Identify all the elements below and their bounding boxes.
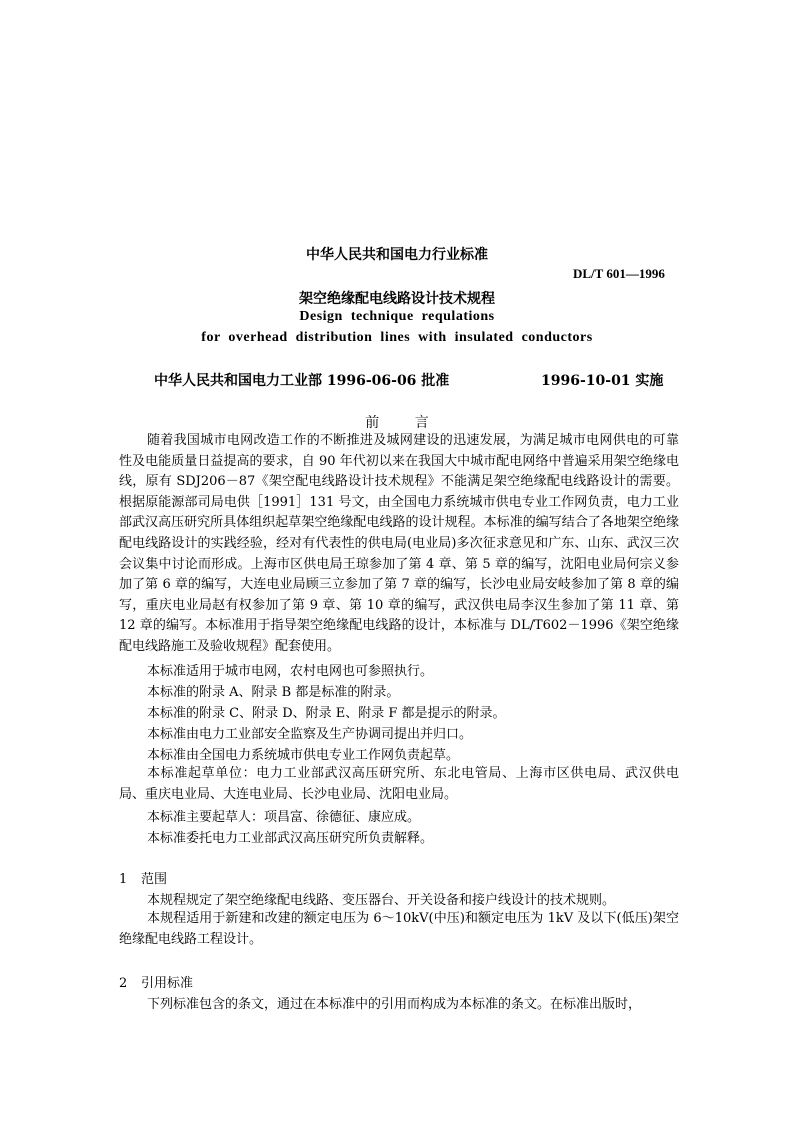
section-title: 引用标准	[141, 976, 194, 991]
section-paragraph: 本规程适用于新建和改建的额定电压为 6～10kV(中压)和额定电压为 1kV 及以下(低压)架空绝缘配电线路工程设计。	[119, 911, 679, 947]
foreword-paragraph: 本标准由全国电力系统城市供电专业工作网负责起草。	[147, 748, 460, 763]
section-paragraph: 下列标准包含的条文，通过在本标准中的引用而构成为本标准的条文。在标准出版时，	[147, 997, 642, 1012]
section-title: 范围	[141, 872, 168, 887]
foreword-paragraph: 本标准委托电力工业部武汉高压研究所负责解释。	[147, 831, 434, 846]
section-paragraph: 本规程规定了架空绝缘配电线路、变压器台、开关设备和接户线设计的技术规则。	[147, 893, 616, 908]
section-number: 1	[119, 872, 128, 887]
section-number: 2	[119, 976, 128, 991]
section-heading	[119, 868, 167, 887]
foreword-main-paragraph: 随着我国城市电网改造工作的不断推进及城网建设的迅速发展，为满足城市电网供电的可靠性及电能质量日益提高的要求，自 90 年代初以来在我国大中城市配电网络中普遍采用架空绝缘电线，原有 SDJ206－87《架空配电线路设计技术规程》不能满足架空绝缘配电线路设计的需要。根据原能源部司局电供［1991］131 号文，由全国电力系统城市供电专业工作网负责，电力工业部武汉高压研究所具体组织起草架空绝缘配电线路的设计规程。本标准的编写结合了各地架空绝缘配电线路设计的实践经验，经对有代表性的供电局(电业局)多次征求意见和广东、山东、武汉三次会议集中讨论而形成。上海市区供电局王琼参加了第 4 章、第 5 章的编写，沈阳电业局何宗义参加了第 6 章的编写，大连电业局顾三立参加了第 7 章的编写，长沙电业局安岐参加了第 8 章的编写，重庆电业局赵有权参加了第 9 章、第 10 章的编写，武汉供电局李汉生参加了第 11 章、第 12 章的编写。本标准用于指导架空绝缘配电线路的设计，本标准与 DL/T602－1996《架空绝缘配电线路施工及验收规程》配套使用。	[119, 433, 679, 654]
standard-code: DL/T 601—1996	[573, 266, 665, 281]
document-title-en-line2: for overhead distribution lines with insulated conductors	[201, 330, 593, 345]
foreword-paragraph: 本标准的附录 C、附录 D、附录 E、附录 F 都是提示的附录。	[147, 706, 506, 721]
foreword-paragraph: 本标准由电力工业部安全监察及生产协调司提出并归口。	[147, 727, 473, 742]
approval-line: 中华人民共和国电力工业部 1996-06-06 批准	[154, 373, 450, 389]
foreword-paragraph: 本标准主要起草人：项昌富、徐德征、康应成。	[147, 810, 421, 825]
document-title-cn: 架空绝缘配电线路设计技术规程	[299, 291, 495, 307]
document-title-en-line1: Design technique requlations	[299, 309, 495, 324]
standard-category: 中华人民共和国电力行业标准	[306, 247, 488, 263]
foreword-paragraph-drafting-units: 本标准起草单位：电力工业部武汉高压研究所、东北电管局、上海市区供电局、武汉供电局、重庆电业局、大连电业局、长沙电业局、沈阳电业局。	[119, 766, 679, 802]
foreword-paragraph: 本标准的附录 A、附录 B 都是标准的附录。	[147, 685, 400, 700]
foreword-paragraph: 本标准适用于城市电网，农村电网也可参照执行。	[147, 664, 434, 679]
section-heading	[119, 972, 193, 991]
effective-date: 1996-10-01 实施	[541, 373, 664, 389]
foreword-heading: 前 言	[365, 415, 429, 431]
